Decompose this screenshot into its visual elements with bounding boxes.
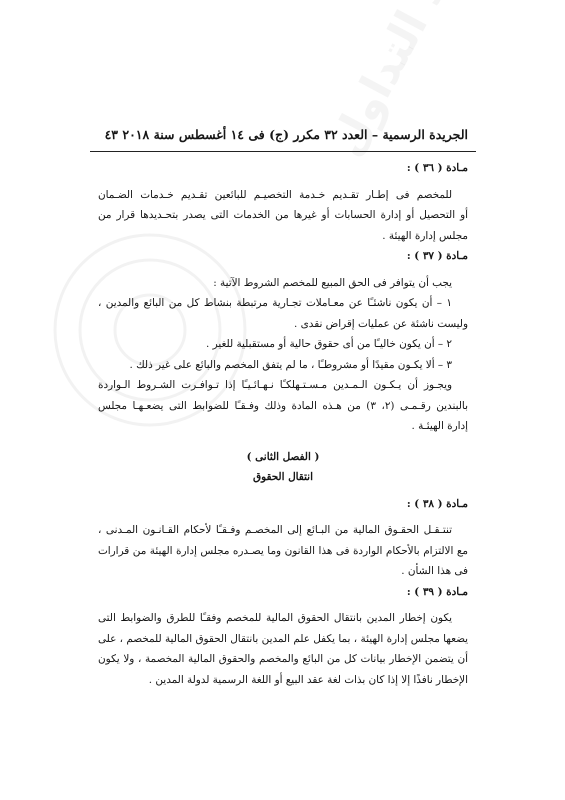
article-37-item-2: ٢ – أن يكون خاليـًا من أى حقوق حالية أو مستقبلية للغير . (206, 338, 452, 350)
article-39-line-2: يضعها مجلس إدارة الهيئة ، بما يكفل علم المدين بانتقال الحقوق المالية للمخصم ، على (98, 632, 468, 645)
article-39-title: مـادة ( ٣٩ ) : (406, 585, 468, 598)
article-39-line-1: يكون إخطار المدين بانتقال الحقوق المالية للمخصم وفقـًا للطرق والضوابط التى (98, 612, 452, 624)
article-36-title: مـادة ( ٣٦ ) : (406, 162, 468, 174)
article-39-line-3: أن يتضمن الإخطار بيانات كل من البائع والمخصم والحقوق المالية المخصمة ، ولا يكون (98, 653, 468, 665)
article-37-closing-2: بالبندين رقـمـى (٢، ٣) من هـذه المادة وذلك وفـقـًا للضوابط التى يضعـهـا مجلس (98, 399, 468, 412)
article-37-item-1-cont: وليست ناشئة عن عمليات إقراض نقدى . (294, 317, 468, 330)
article-39-line-4: الإخطار نافذًا إلا إذا كان بذات لغة عقد البيع أو اللغة الرسمية لدولة المدين . (148, 673, 468, 686)
article-37-intro: يجب أن يتوافر فى الحق المبيع للمخصم الشروط الآتية : (213, 276, 452, 289)
article-36-line-3: مجلس إدارة الهيئة . (382, 229, 468, 242)
article-37-item-1: ١ – أن يكون ناشئـًا عن معـاملات تجـارية مرتبطة بنشاط كل من البائع والمدين ، (98, 297, 452, 309)
article-37-closing-3: إدارة الهيئـة . (411, 420, 468, 432)
article-36-line-1: للمخصم فى إطـار تقـديم خـدمة التخصيـم للبائعين تقـديم خـدمات الضـمان (98, 188, 452, 201)
running-header: الجريدة الرسمية – العدد ٣٢ مكرر (ج) فى ١٤ أغسطس سنة ٢٠١٨ ٤٣ (104, 127, 468, 142)
article-38-line-2: مع الالتزام بالأحكام الواردة فى هذا القانون وما يصـدره مجلس إدارة الهيئة من قرارات (98, 544, 468, 557)
header-divider (90, 151, 476, 152)
article-37-item-3: ٣ – ألا يكـون مقيدًا أو مشروطـًا ، ما لم يتفق المخصم والبائع على غير ذلك . (129, 358, 452, 371)
article-38-line-3: فى هذا الشأن . (401, 565, 468, 577)
article-36-line-2: أو التحصيل أو إدارة الحسابات أو غيرها من الخدمات التى يصدر بتحـديدها قرار من (98, 209, 468, 221)
article-37-title: مـادة ( ٣٧ ) : (406, 250, 468, 262)
chapter-title: ( الفصل الثانى ) (246, 450, 320, 463)
chapter-subtitle: انتقال الحقوق (253, 471, 313, 483)
document-body (98, 158, 468, 690)
article-37-closing-1: ويجـوز أن يـكـون الـمـدين مـسـتـهلكـًا نـهـائـيـًا إذا تـوافـرت الشـروط الـواردة (98, 379, 452, 391)
article-38-title: مـادة ( ٣٨ ) : (406, 497, 468, 510)
article-38-line-1: تنتـقـل الحقـوق المالية من البـائع إلى المخصـم وفـقـًا لأحكام القـانـون المـدنى ، (98, 524, 452, 536)
